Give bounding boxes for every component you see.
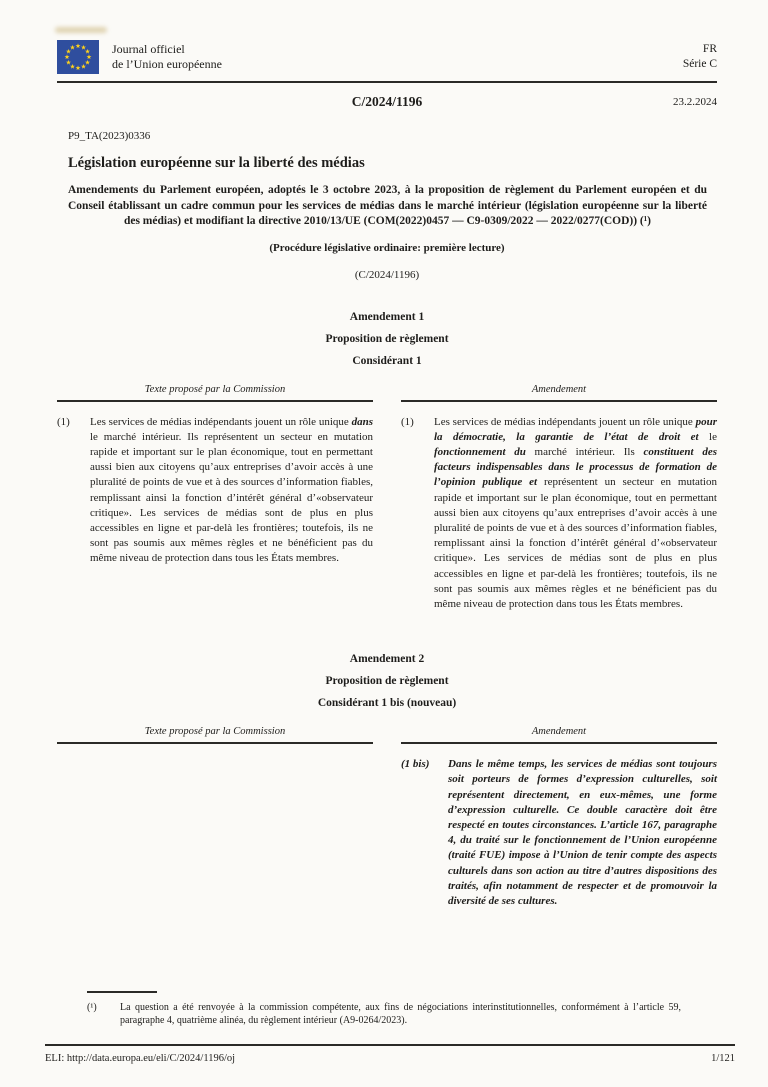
document-subtitle: Amendements du Parlement européen, adoptés le 3 octobre 2023, à la proposition de règlement du Parlement européen et du Conseil établissant un cadre commun pour les services de médias dans le marché intérieur (législation européenne sur la liberté des médias) et modifiant la directive 2010/13/UE (COM(2022)0457 — C9-0309/2022 — 2022/0277(COD)) (¹) xyxy=(68,184,707,227)
amendment-2-target: Considérant 1 bis (nouveau) xyxy=(317,697,457,710)
commission-column-cell-empty xyxy=(57,744,373,909)
amendment-2-table xyxy=(57,726,717,909)
amendment-1-title: Amendement 1 xyxy=(349,310,425,323)
paragraph-marker: (1) xyxy=(401,415,414,428)
eu-flag-icon xyxy=(57,40,99,74)
doc-number: C/2024/1196 xyxy=(351,94,423,109)
journal-title-line1: Journal officiel xyxy=(112,42,185,56)
commission-column-header: Texte proposé par la Commission xyxy=(57,726,373,744)
journal-title xyxy=(112,40,222,72)
page-footer xyxy=(45,1044,735,1064)
amendment-column-cell xyxy=(401,744,717,909)
commission-column-cell xyxy=(57,402,373,613)
footnote-marker: (¹) xyxy=(87,1001,97,1013)
doc-date: 23.2.2024 xyxy=(673,96,717,108)
amendment-column-header: Amendement xyxy=(401,384,717,402)
footnote-block xyxy=(85,991,681,1028)
document-title: Législation européenne sur la liberté des médias xyxy=(68,155,365,171)
journal-title-line2: de l’Union européenne xyxy=(112,57,222,71)
amendment-text: Les services de médias indépendants jouent un rôle unique pour la démocratie, la garantie de l’état de droit et le fonctionnement du marché intérieur. Ils constituent des facteurs indispensables dans le processus de formation de l’opinion publique et représentent un secteur en mutation rapide et important sur le plan économique, tout en permettant aussi bien aux citoyens qu’aux entreprises d’avoir accès à une pluralité de points de vue et à des sources d’information fiables, remplissant ainsi la fonction d’intérêt général d’«observateur critique». Les services de médias sont de plus en plus accessibles en ligne et par-delà les frontières; toutefois, ils ne sont pas soumis aux mêmes règles et ne bénéficient pas du même niveau de protection dans tous les États membres. xyxy=(434,415,717,610)
ta-reference: P9_TA(2023)0336 xyxy=(68,130,151,142)
page-header xyxy=(57,40,717,112)
amendment-2-title: Amendement 2 xyxy=(349,653,425,666)
header-right xyxy=(683,40,717,72)
amendment-1-subtitle: Proposition de règlement xyxy=(325,332,449,345)
amendment-1-section xyxy=(57,311,717,613)
eli-link[interactable]: ELI: http://data.europa.eu/eli/C/2024/1196/oj xyxy=(45,1053,236,1064)
commission-text: Les services de médias indépendants jouent un rôle unique dans le marché intérieur. Ils représentent un secteur en mutation rapide et important sur le plan économique, tout en permettant aussi bien aux citoyens qu’aux entreprises d’avoir accès à une pluralité de points de vue et à des sources d’information fiables, remplissant ainsi la fonction d’intérêt général d’«observateur critique». Les services de médias sont de plus en plus accessibles en ligne et par-delà les frontières; toutefois, ils ne sont pas soumis aux mêmes règles et ne bénéficient pas du même niveau de protection dans tous les États membres. xyxy=(90,415,373,565)
amendment-column-header: Amendement xyxy=(401,726,717,744)
scan-artifact xyxy=(55,27,107,33)
amendment-paragraph xyxy=(401,415,717,613)
footer-divider xyxy=(45,1044,735,1046)
amendment-1-table xyxy=(57,384,717,613)
paragraph-marker: (1 bis) xyxy=(401,758,430,771)
amendment-2-subtitle: Proposition de règlement xyxy=(325,675,449,688)
document-body xyxy=(57,130,717,909)
commission-column-header: Texte proposé par la Commission xyxy=(57,384,373,402)
amendment-1-target: Considérant 1 xyxy=(352,354,422,367)
footnote xyxy=(85,1001,681,1028)
amendment-2-heading xyxy=(57,653,717,710)
amendment-column-cell xyxy=(401,402,717,613)
footnote-text: La question a été renvoyée à la commission compétente, aux fins de négociations interinstitutionnelles, conformément à l’article 59, paragraphe 4, quatrième alinéa, du règlement intérieur (A9-0264/2023). xyxy=(120,1001,681,1026)
footnote-divider xyxy=(87,991,157,993)
page-number: 1/121 xyxy=(711,1053,735,1064)
amendment-paragraph xyxy=(401,757,717,909)
amendment-2-section xyxy=(57,653,717,909)
series-label: Série C xyxy=(682,58,717,70)
language-code: FR xyxy=(702,43,717,55)
amendment-1-heading xyxy=(57,311,717,368)
amendment-text: Dans le même temps, les services de médias sont toujours soit porteurs de formes d’expression culturelles, soit représentent directement, en eux-mêmes, une forme d’expression culturelle. Ce double caractère doit être respecté en toutes circonstances. L’article 167, paragraphe 4, du traité sur le fonctionnement de l’Union européenne (traité FUE) impose à l’Union de tenir compte des aspects culturels dans son action au titre d’autres dispositions des traités, afin notamment de respecter et de promouvoir la diversité de ses cultures. xyxy=(448,758,717,907)
masthead xyxy=(57,40,717,74)
paragraph-marker: (1) xyxy=(57,415,70,428)
doc-number-row xyxy=(57,94,717,112)
header-divider xyxy=(57,81,717,83)
doc-reference: (C/2024/1196) xyxy=(354,268,420,281)
procedure-note: (Procédure législative ordinaire: première lecture) xyxy=(269,241,505,254)
commission-paragraph xyxy=(57,415,373,567)
